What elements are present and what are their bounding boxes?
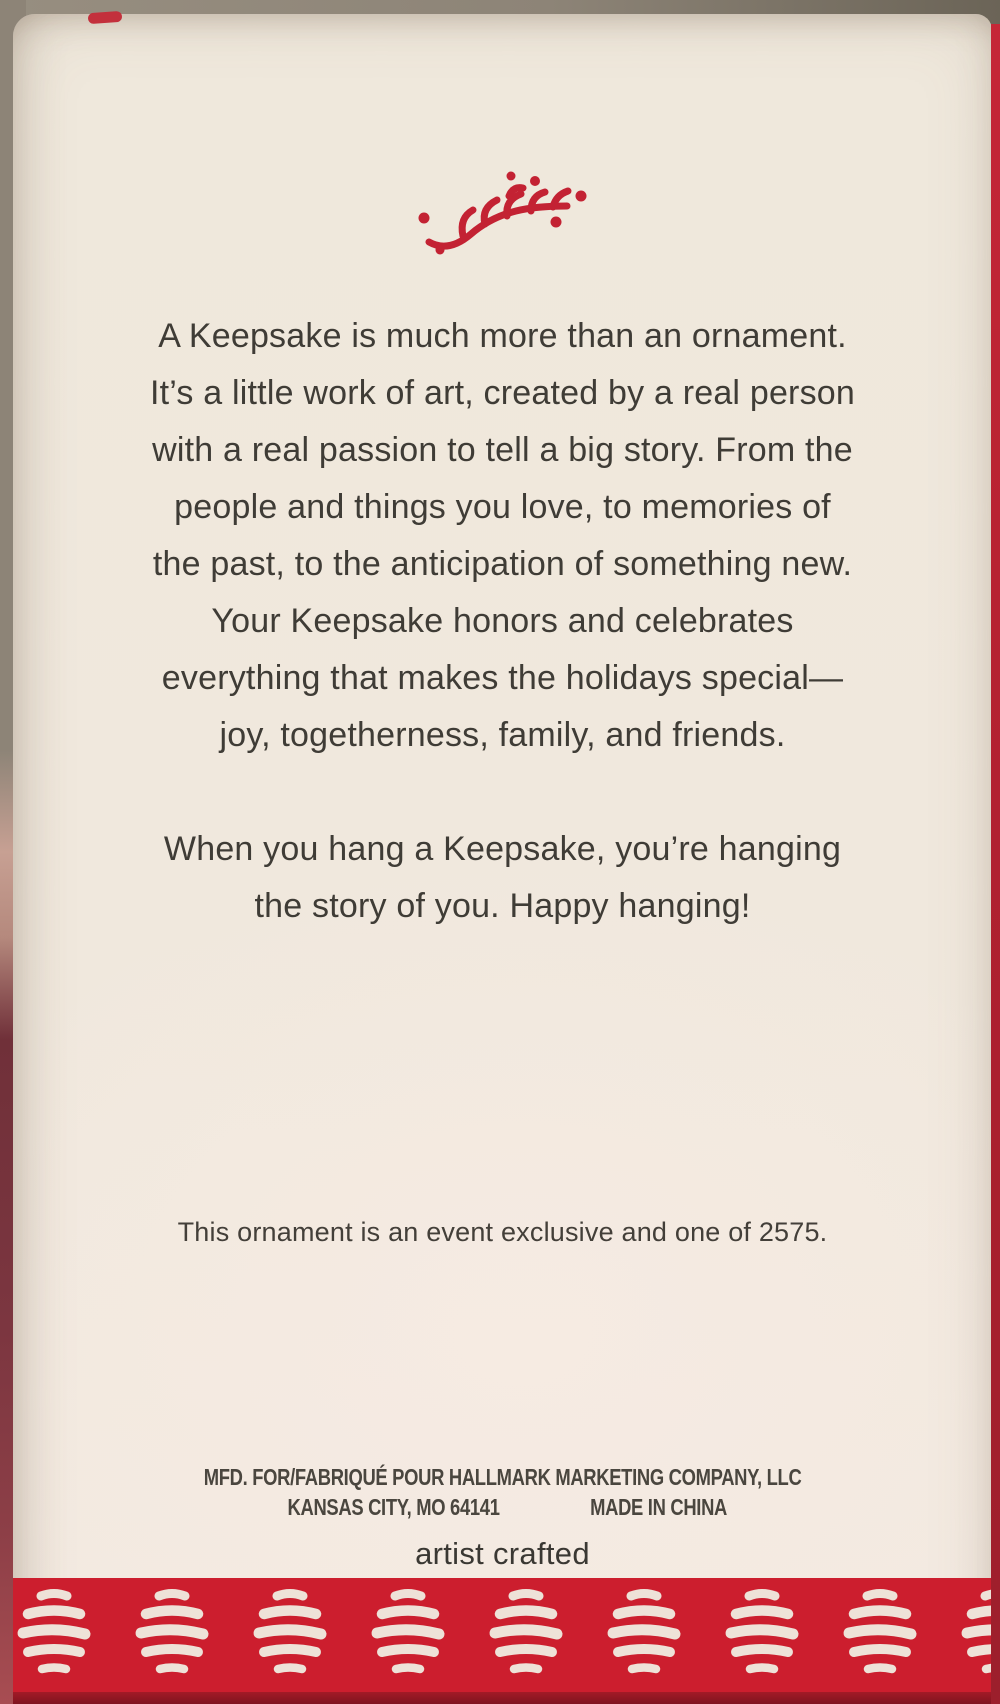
berry-sprig-icon — [413, 164, 593, 256]
intro-line: with a real passion to tell a big story. From the — [152, 431, 853, 469]
box-red-top-notch — [88, 11, 123, 24]
legal-text — [13, 1462, 992, 1522]
closing-line: the story of you. Happy hanging! — [254, 887, 751, 925]
intro-line: It’s a little work of art, created by a real person — [149, 374, 855, 412]
made-in-text: MADE IN CHINA — [589, 1494, 727, 1520]
manufacturer-text: MFD. FOR/FABRIQUÉ POUR HALLMARK MARKETING COMPANY, LLC — [203, 1464, 802, 1490]
intro-line: people and things you love, to memories of — [174, 488, 831, 526]
intro-line: the past, to the anticipation of something new. — [152, 545, 853, 583]
intro-line: joy, togetherness, family, and friends. — [219, 716, 786, 754]
striped-ball-pattern — [13, 1578, 992, 1692]
artist-crafted-tagline: artist crafted — [415, 1536, 590, 1571]
ornament-box-back-panel — [13, 14, 992, 1704]
intro-line: Your Keepsake honors and celebrates — [211, 602, 794, 640]
bottom-band — [13, 1578, 992, 1692]
box-red-side-edge — [991, 24, 1000, 1704]
manufacturer-line — [13, 1462, 992, 1492]
city-text: KANSAS CITY, MO 64141 — [287, 1494, 500, 1520]
event-exclusive-note: This ornament is an event exclusive and one of 2575. — [177, 1217, 828, 1247]
intro-paragraph — [13, 308, 992, 764]
intro-line: A Keepsake is much more than an ornament. — [158, 317, 847, 355]
intro-line: everything that makes the holidays special— — [161, 659, 844, 697]
closing-line: When you hang a Keepsake, you’re hanging — [163, 830, 842, 868]
band-bottom-edge — [13, 1692, 992, 1704]
origin-line — [13, 1492, 992, 1522]
closing-paragraph — [13, 821, 992, 935]
